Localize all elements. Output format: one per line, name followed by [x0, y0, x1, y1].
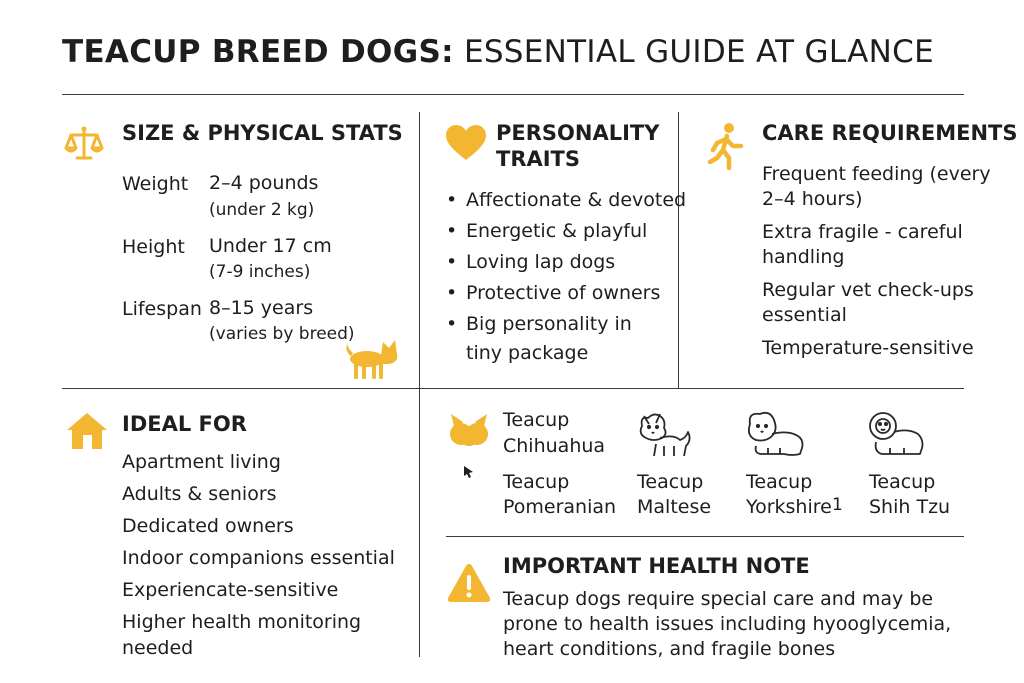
list-item: Apartment living — [122, 451, 281, 473]
yorkshire-mark: 1 — [832, 495, 843, 515]
breed-yorkshire-line2: Yorkshire — [746, 496, 832, 518]
personality-traits-list — [446, 188, 686, 338]
breed-chihuahua-line2: Chihuahua — [503, 435, 606, 457]
list-item: Higher health monitoring — [122, 611, 362, 633]
list-item-continuation: tiny package — [466, 342, 589, 364]
column-divider-1 — [419, 112, 420, 657]
care-requirements-list — [762, 162, 1012, 369]
list-item: • Loving lap dogs — [446, 250, 686, 275]
maltese-outline-icon — [744, 410, 806, 464]
house-icon — [66, 410, 108, 456]
list-item: • Big personality in — [446, 312, 686, 337]
cursor-icon — [463, 464, 475, 483]
page-title — [62, 34, 934, 70]
list-item: • Affectionate & devoted — [446, 188, 686, 213]
title-regular: ESSENTIAL GUIDE AT GLANCE — [463, 34, 934, 70]
breed-pomeranian-line1: Teacup — [503, 471, 570, 493]
list-item: Indoor companions essential — [122, 547, 395, 569]
shih-tzu-outline-icon — [866, 410, 926, 464]
chihuahua-face-icon — [447, 408, 491, 452]
lifespan-sub: (varies by breed) — [209, 324, 355, 344]
title-bold: TEACUP BREED DOGS: — [62, 34, 454, 70]
breed-yorkshire-line1: Teacup — [746, 471, 813, 493]
list-item: needed — [122, 637, 194, 659]
breed-maltese-line2: Maltese — [637, 496, 712, 518]
pomeranian-outline-icon — [634, 410, 692, 466]
list-item: • Protective of owners — [446, 281, 686, 306]
breed-shihtzu-line1: Teacup — [869, 471, 936, 493]
walking-person-icon — [707, 122, 747, 174]
breed-shihtzu-line2: Shih Tzu — [869, 496, 951, 518]
breed-pomeranian-line2: Pomeranian — [503, 496, 617, 518]
weight-sub: (under 2 kg) — [209, 200, 315, 220]
chihuahua-silhouette-icon — [343, 334, 401, 386]
height-label: Height — [122, 236, 185, 258]
list-item: Dedicated owners — [122, 515, 294, 537]
health-note-text: Teacup dogs require special care and may be prone to health issues including hyooglycemia, heart conditions, and fragile bones — [503, 588, 952, 660]
height-value: Under 17 cm — [209, 235, 332, 257]
health-heading: IMPORTANT HEALTH NOTE — [503, 554, 810, 578]
personality-heading-line1: PERSONALITY — [496, 121, 660, 145]
list-item: Adults & seniors — [122, 483, 277, 505]
personality-heading-line2: TRAITS — [496, 147, 581, 171]
list-item: Experiencate-sensitive — [122, 579, 339, 601]
list-item: • Energetic & playful — [446, 219, 686, 244]
breed-chihuahua-line1: Teacup — [503, 409, 570, 431]
list-item: Extra fragile - careful handling — [762, 221, 963, 268]
weight-label: Weight — [122, 173, 189, 195]
heart-icon — [445, 124, 487, 166]
warning-triangle-icon — [446, 562, 492, 608]
row-divider — [62, 388, 964, 389]
height-sub: (7-9 inches) — [209, 262, 311, 282]
list-item: Regular vet check-ups essential — [762, 279, 974, 326]
balance-scale-icon — [64, 124, 104, 168]
health-divider — [446, 536, 964, 537]
title-divider — [62, 94, 964, 95]
list-item: Frequent feeding (every 2–4 hours) — [762, 163, 991, 210]
ideal-heading: IDEAL FOR — [122, 412, 247, 436]
list-item: Temperature-sensitive — [762, 337, 974, 359]
care-heading: CARE REQUIREMENTS — [762, 121, 1018, 145]
ideal-for-list — [122, 450, 395, 668]
breed-maltese-line1: Teacup — [637, 471, 704, 493]
size-heading: SIZE & PHYSICAL STATS — [122, 121, 403, 145]
lifespan-value: 8–15 years — [209, 297, 314, 319]
weight-value: 2–4 pounds — [209, 172, 319, 194]
lifespan-label: Lifespan — [122, 298, 202, 320]
